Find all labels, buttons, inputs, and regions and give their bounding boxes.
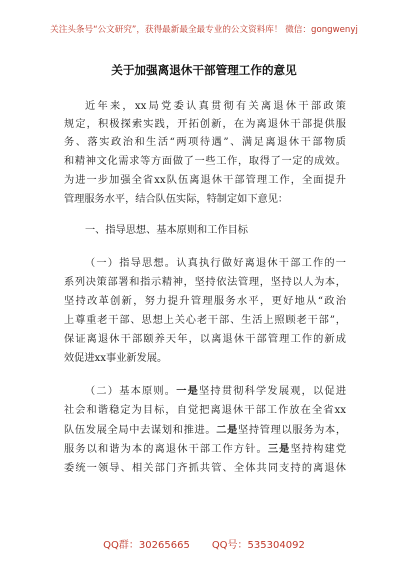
text-line: 和精神文化需求等方面做了一些工作，取得了一定的成效。 [64,156,346,167]
emphasis-text: 三是 [267,443,291,455]
qq-group-number: QQ群：30265665 [103,540,190,551]
text-run: 坚持构建党 [290,444,347,455]
section-heading: 一、指导思想、基本原则和工作目标 [85,225,248,236]
text-run: 坚持管理以服务为本， [237,425,347,436]
text-line [85,385,346,398]
header-banner: 关注头条号“公文研究”，获得最新最全最专业的公文资料库！ 微信：gongwenyj [50,25,358,35]
text-run: 队伍发展全局中去谋划和推进。 [64,425,217,436]
text-line: 委统一领导、相关部门齐抓共管、全体共同支持的离退休 [64,463,346,474]
text-run: 服务以和谐为本的离退休干部工作方针。 [64,444,268,455]
text-line: 上尊重老干部、思想上关心老干部、生活上照顾老干部”， [64,315,346,326]
text-line [64,443,346,456]
text-line [64,424,346,437]
emphasis-text: 一是 [176,385,200,397]
text-line: 保证离退休干部颐养天年，以离退休干部管理工作的新成 [64,334,346,345]
text-line: 管理服务水平，结合队伍实际，特制定如下意见： [64,194,289,205]
text-line: 规定，积极探索实践，开拓创新，在为离退休干部提供服 [64,119,346,130]
footer-contact [0,536,408,551]
text-line: 近年来，xx局党委认真贯彻有关离退休干部政策 [85,101,346,112]
qq-number: QQ号：535304092 [211,540,305,551]
document-title: 关于加强离退休干部管理工作的意见 [111,63,297,77]
text-line: 社会和谐稳定为目标，自觉把离退休干部工作放在全省xx [64,405,346,416]
text-line: 效促进xx事业新发展。 [64,353,168,364]
text-line: （一）指导思想。认真执行做好离退休干部工作的一 [85,258,346,269]
text-run: （二）基本原则。 [85,386,177,397]
text-run: 坚持贯彻科学发展观，以促进 [199,386,347,397]
text-line: 务、落实政治和生活“两项待遇”、满足离退休干部物质 [64,137,346,148]
emphasis-text: 二是 [216,424,238,436]
text-line: 坚持改革创新，努力提升管理服务水平，更好地从“政治 [64,296,346,307]
text-line: 系列决策部署和指示精神，坚持依法管理，坚持以人为本， [64,277,346,288]
text-line: 为进一步加强全省xx队伍离退休干部管理工作，全面提升 [64,175,346,186]
